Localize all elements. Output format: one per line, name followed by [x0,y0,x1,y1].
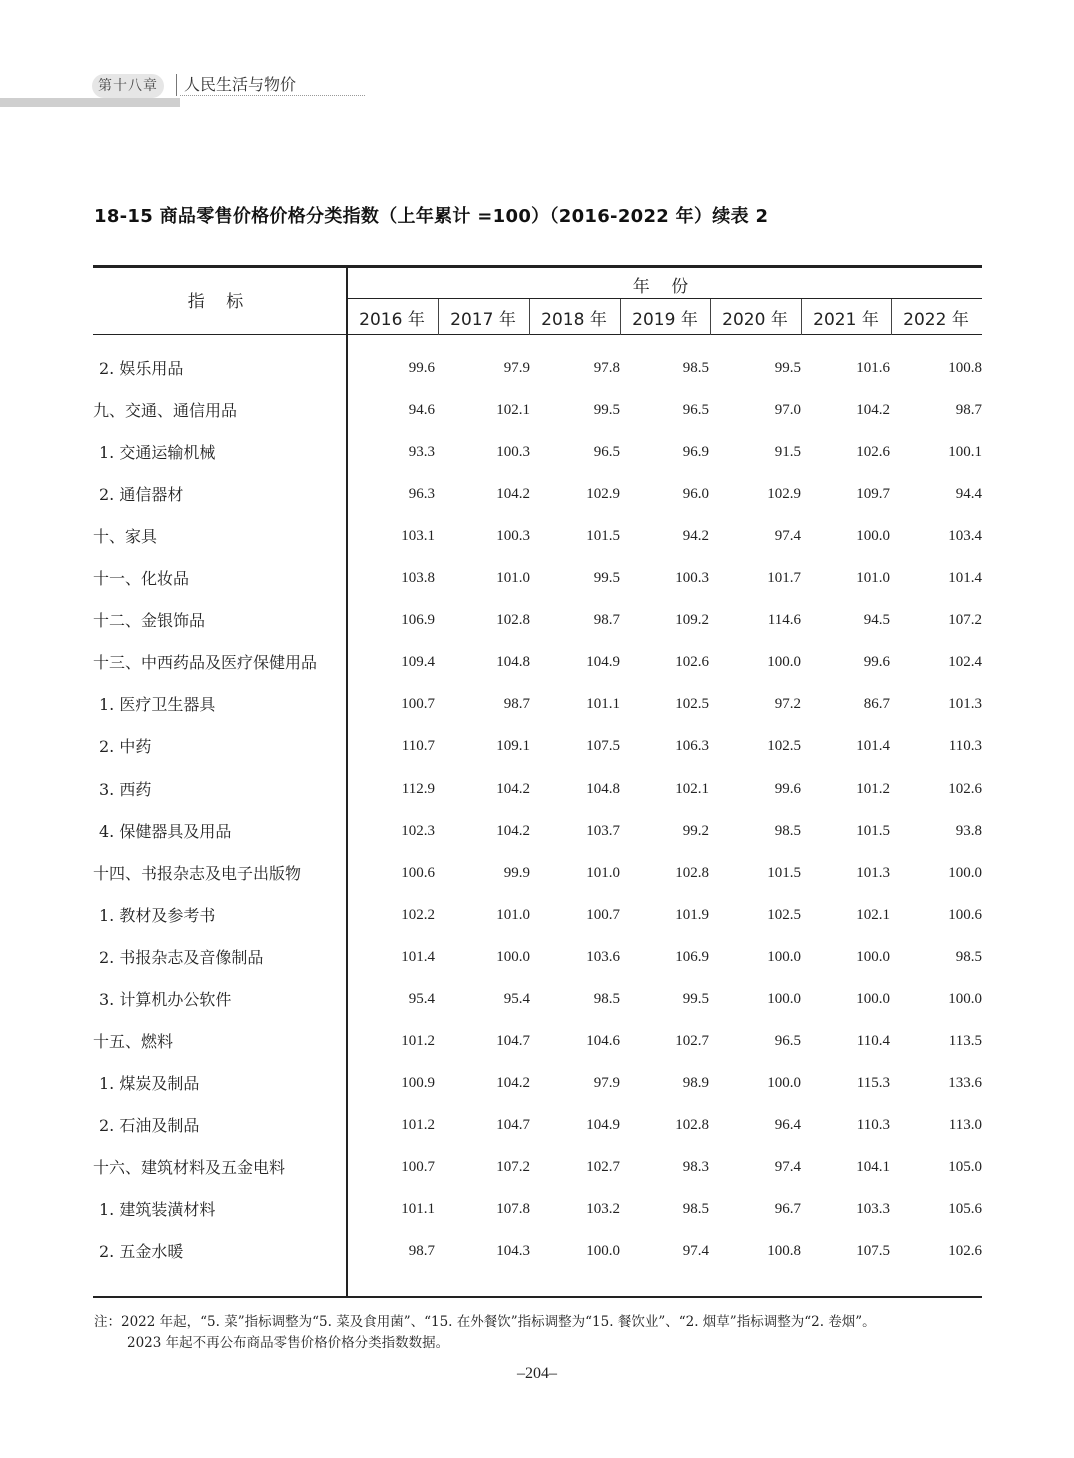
cell-value: 101.5 [586,528,620,545]
cell-value: 104.2 [496,486,530,503]
year-header-1: 2017 年 [450,310,516,330]
cell-value: 104.7 [496,1116,530,1133]
cell-value: 97.9 [593,1074,620,1091]
cell-value: 104.2 [856,402,890,419]
year-column-separator [801,299,802,335]
row-indicator-name: 十二、金银饰品 [93,611,206,631]
cell-value: 104.2 [496,1074,530,1091]
cell-value: 99.5 [593,402,620,419]
cell-value: 109.1 [496,738,530,755]
cell-value: 99.5 [593,570,620,587]
cell-value: 101.6 [856,360,890,376]
year-column-separator [529,299,530,335]
cell-value: 103.4 [948,528,982,545]
row-indicator-name: 1. 交通运输机械 [99,443,216,463]
cell-value: 102.8 [675,864,709,881]
cell-value: 103.1 [401,528,435,545]
table-row [93,777,982,819]
cell-value: 94.4 [955,486,982,503]
cell-value: 97.2 [774,696,801,713]
cell-value: 93.8 [955,822,982,839]
cell-value: 99.9 [503,864,530,881]
cell-value: 101.5 [767,864,801,881]
cell-value: 106.9 [675,948,709,965]
cell-value: 102.5 [767,906,801,923]
table-row [93,692,982,734]
row-indicator-name: 1. 建筑装潢材料 [99,1200,216,1219]
cell-value: 100.8 [767,1243,801,1260]
cell-value: 104.2 [496,822,530,839]
cell-value: 97.8 [593,360,620,376]
cell-value: 99.6 [774,780,801,797]
cell-value: 100.8 [948,360,982,376]
table-bottom-rule [93,1296,982,1298]
row-indicator-name: 1. 煤炭及制品 [99,1073,200,1093]
cell-value: 101.9 [675,906,709,923]
row-indicator-name: 九、交通、通信用品 [93,401,238,421]
row-indicator-name: 十三、中西药品及医疗保健用品 [93,653,318,673]
year-header-3: 2019 年 [632,310,698,330]
cell-value: 102.8 [675,1116,709,1133]
cell-value: 100.0 [586,1243,620,1260]
cell-value: 100.0 [856,990,890,1007]
cell-value: 102.7 [586,1158,620,1175]
cell-value: 110.3 [948,738,982,755]
cell-value: 97.9 [503,360,530,376]
row-indicator-name: 2. 石油及制品 [99,1115,200,1135]
cell-value: 107.5 [856,1243,890,1260]
cell-value: 99.5 [774,360,801,376]
table-row [93,398,982,440]
cell-value: 101.1 [586,696,620,713]
cell-value: 97.4 [774,528,801,545]
year-header-0: 2016 年 [359,310,425,330]
cell-value: 96.5 [682,402,709,419]
cell-value: 102.6 [856,444,890,461]
row-indicator-name: 4. 保健器具及用品 [99,821,232,841]
cell-value: 102.2 [401,906,435,923]
cell-value: 91.5 [774,444,801,461]
cell-value: 96.5 [593,444,620,461]
cell-value: 97.4 [774,1158,801,1175]
cell-value: 98.9 [682,1074,709,1091]
cell-value: 100.7 [401,696,435,713]
table-top-rule [93,265,982,268]
cell-value: 104.3 [496,1243,530,1260]
cell-value: 100.0 [767,990,801,1007]
row-indicator-name: 十一、化妆品 [93,569,190,589]
table-row [93,356,982,398]
cell-value: 106.9 [401,612,435,629]
cell-value: 98.5 [682,1201,709,1217]
cell-value: 98.7 [955,402,982,419]
table-row [93,440,982,482]
cell-value: 113.0 [948,1116,982,1133]
cell-value: 101.0 [496,570,530,587]
cell-value: 98.5 [682,360,709,376]
cell-value: 107.8 [496,1201,530,1217]
table-row [93,608,982,650]
cell-value: 102.1 [496,402,530,419]
cell-value: 104.1 [856,1158,890,1175]
cell-value: 103.2 [586,1201,620,1217]
cell-value: 101.0 [856,570,890,587]
cell-value: 103.8 [401,570,435,587]
cell-value: 103.3 [856,1201,890,1217]
cell-value: 100.0 [767,948,801,965]
cell-value: 100.0 [856,948,890,965]
cell-value: 107.5 [586,738,620,755]
row-indicator-name: 2. 通信器材 [99,485,184,505]
cell-value: 101.2 [856,780,890,797]
header-bottom-rule [93,334,982,335]
section-title: 人民生活与物价 [184,75,297,94]
cell-value: 94.6 [408,402,435,419]
cell-value: 109.7 [856,486,890,503]
row-indicator-name: 2. 五金水暖 [99,1242,184,1262]
cell-value: 101.2 [401,1032,435,1049]
page-number: –204– [517,1365,557,1382]
cell-value: 104.9 [586,1116,620,1133]
table-row [93,482,982,524]
table-row [93,1029,982,1071]
cell-value: 102.3 [401,822,435,839]
row-indicator-name: 1. 医疗卫生器具 [99,695,216,715]
table-row [93,650,982,692]
cell-value: 96.0 [682,486,709,503]
cell-value: 100.6 [948,906,982,923]
cell-value: 98.5 [593,990,620,1007]
cell-value: 98.5 [774,822,801,839]
cell-value: 96.5 [774,1032,801,1049]
cell-value: 102.5 [767,738,801,755]
cell-value: 100.0 [856,528,890,545]
year-header-2: 2018 年 [541,310,607,330]
cell-value: 96.4 [774,1116,801,1133]
cell-value: 104.8 [496,654,530,671]
cell-value: 101.4 [856,738,890,755]
table-row [93,524,982,566]
cell-value: 100.0 [767,654,801,671]
header-divider [176,74,177,96]
cell-value: 102.8 [496,612,530,629]
cell-value: 101.0 [586,864,620,881]
year-header-6: 2022 年 [903,310,969,330]
row-indicator-name: 十、家具 [93,527,158,547]
table-row [93,945,982,987]
indicator-column-header: 指 标 [187,292,252,312]
cell-value: 107.2 [948,612,982,629]
cell-value: 102.6 [948,1243,982,1260]
cell-value: 110.7 [401,738,435,755]
footnote [94,1312,994,1354]
cell-value: 102.9 [767,486,801,503]
cell-value: 97.4 [682,1243,709,1260]
cell-value: 98.5 [955,948,982,965]
cell-value: 99.5 [682,990,709,1007]
row-indicator-name: 2. 中药 [99,737,152,757]
table-title: 18-15 商品零售价格价格分类指数（上年累计 =100）（2016-2022 年）续表 2 [94,206,769,227]
cell-value: 102.6 [675,654,709,671]
cell-value: 93.3 [408,444,435,461]
cell-value: 101.1 [401,1201,435,1217]
cell-value: 102.6 [948,780,982,797]
table-row [93,734,982,776]
table-row [93,987,982,1029]
year-group-header: 年 份 [632,277,697,297]
cell-value: 106.3 [675,738,709,755]
row-indicator-name: 2. 书报杂志及音像制品 [99,947,264,967]
cell-value: 102.7 [675,1032,709,1049]
cell-value: 104.7 [496,1032,530,1049]
cell-value: 100.0 [767,1074,801,1091]
row-indicator-name: 3. 计算机办公软件 [99,989,232,1009]
cell-value: 105.0 [948,1158,982,1175]
cell-value: 99.6 [408,360,435,376]
year-header-5: 2021 年 [813,310,879,330]
cell-value: 100.7 [401,1158,435,1175]
table-row [93,861,982,903]
cell-value: 98.3 [682,1158,709,1175]
table-row [93,1113,982,1155]
table-row [93,903,982,945]
table-row [93,566,982,608]
cell-value: 100.0 [948,864,982,881]
cell-value: 99.2 [682,822,709,839]
cell-value: 105.6 [948,1201,982,1217]
cell-value: 104.8 [586,780,620,797]
cell-value: 104.2 [496,780,530,797]
cell-value: 100.3 [675,570,709,587]
cell-value: 113.5 [948,1032,982,1049]
cell-value: 100.3 [496,444,530,461]
cell-value: 104.9 [586,654,620,671]
cell-value: 103.7 [586,822,620,839]
table-row [93,1239,982,1281]
year-column-separator [620,299,621,335]
cell-value: 100.1 [948,444,982,461]
cell-value: 102.5 [675,696,709,713]
cell-value: 104.6 [586,1032,620,1049]
cell-value: 109.4 [401,654,435,671]
year-column-separator [438,299,439,335]
cell-value: 101.5 [856,822,890,839]
cell-value: 98.7 [503,696,530,713]
cell-value: 95.4 [503,990,530,1007]
table-row [93,819,982,861]
header-band [0,98,180,107]
cell-value: 101.4 [401,948,435,965]
cell-value: 86.7 [863,696,890,713]
cell-value: 100.0 [496,948,530,965]
cell-value: 109.2 [675,612,709,629]
cell-value: 100.0 [948,990,982,1007]
row-indicator-name: 2. 娱乐用品 [99,359,184,378]
year-column-separator [891,299,892,335]
row-indicator-name: 十六、建筑材料及五金电料 [93,1157,286,1177]
footnote-line-1: 注：2022 年起，“5. 菜”指标调整为“5. 菜及食用菌”、“15. 在外餐饮”指标调整为“15. 餐饮业”、“2. 烟草”指标调整为“2. 卷烟”。 [94,1314,876,1330]
cell-value: 98.7 [593,612,620,629]
cell-value: 96.3 [408,486,435,503]
cell-value: 101.3 [948,696,982,713]
cell-value: 110.3 [856,1116,890,1133]
cell-value: 101.0 [496,906,530,923]
cell-value: 98.7 [408,1243,435,1260]
cell-value: 94.5 [863,612,890,629]
row-indicator-name: 3. 西药 [99,779,152,799]
row-indicator-name: 十四、书报杂志及电子出版物 [93,863,302,883]
cell-value: 102.1 [856,906,890,923]
year-header-4: 2020 年 [722,310,788,330]
footnote-line-2: 2023 年起不再公布商品零售价格价格分类指数数据。 [127,1335,450,1351]
running-header [0,70,370,110]
price-index-table [93,265,982,1298]
cell-value: 101.7 [767,570,801,587]
cell-value: 95.4 [408,990,435,1007]
cell-value: 101.3 [856,864,890,881]
cell-value: 101.4 [948,570,982,587]
cell-value: 112.9 [401,780,435,797]
cell-value: 115.3 [856,1074,890,1091]
cell-value: 97.0 [774,402,801,419]
cell-value: 133.6 [948,1074,982,1091]
table-row [93,1071,982,1113]
cell-value: 107.2 [496,1158,530,1175]
cell-value: 110.4 [856,1032,890,1049]
cell-value: 96.9 [682,444,709,461]
cell-value: 100.7 [586,906,620,923]
year-group-rule [347,298,982,299]
row-indicator-name: 十五、燃料 [93,1031,174,1051]
table-row [93,1197,982,1239]
cell-value: 102.1 [675,780,709,797]
cell-value: 102.9 [586,486,620,503]
cell-value: 96.7 [774,1201,801,1217]
chapter-label: 第十八章 [92,74,164,98]
cell-value: 114.6 [767,612,801,629]
table-row [93,1155,982,1197]
row-indicator-name: 1. 教材及参考书 [99,905,216,925]
cell-value: 94.2 [682,528,709,545]
cell-value: 103.6 [586,948,620,965]
cell-value: 100.6 [401,864,435,881]
cell-value: 100.9 [401,1074,435,1091]
cell-value: 100.3 [496,528,530,545]
cell-value: 102.4 [948,654,982,671]
year-column-separator [710,299,711,335]
cell-value: 101.2 [401,1116,435,1133]
cell-value: 99.6 [863,654,890,671]
